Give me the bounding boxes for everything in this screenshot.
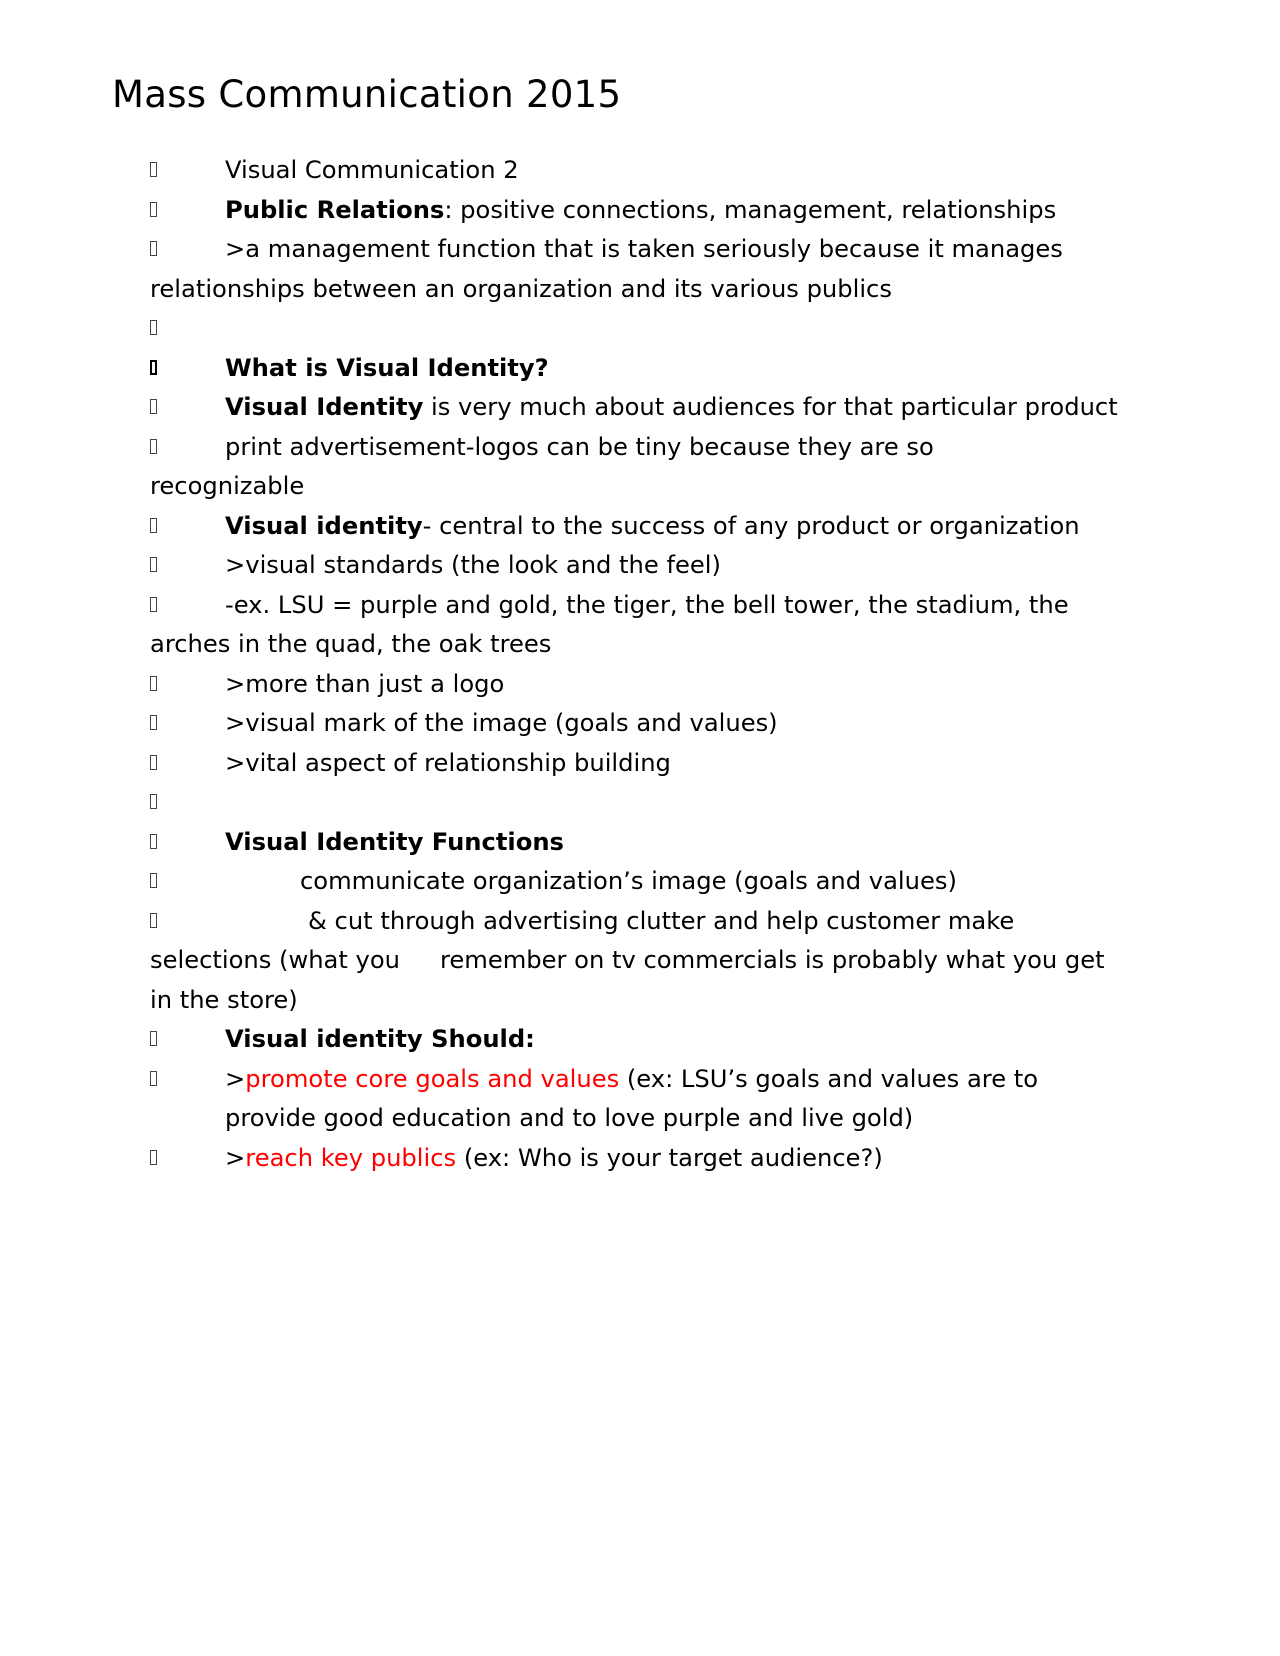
list-item: print advertisement-logos can be tiny because they are so recognizable xyxy=(150,432,934,500)
list-item: & cut through advertising clutter and help customer make selections (what you remember on tv commercials is probably what you get in the store) xyxy=(150,906,1105,1014)
square-bullet-icon xyxy=(150,320,157,335)
square-bullet-icon xyxy=(150,913,157,928)
list-item: >visual standards (the look and the feel) xyxy=(150,546,1125,586)
square-bullet-icon xyxy=(150,202,157,217)
list-item: Visual Identity is very much about audiences for that particular product xyxy=(150,388,1125,428)
square-bullet-icon xyxy=(150,241,157,256)
list-item-empty xyxy=(150,783,1125,823)
list-item: >a management function that is taken seriously because it manages relationships between an organization and its various publics xyxy=(150,235,1063,303)
square-bullet-icon xyxy=(150,1031,157,1046)
list-item: >reach key publics (ex: Who is your target audience?) xyxy=(150,1139,1125,1179)
list-item: >visual mark of the image (goals and values) xyxy=(150,704,1125,744)
list-item: >vital aspect of relationship building xyxy=(150,744,1125,784)
list-item: Visual Communication 2 xyxy=(150,151,1125,191)
list-item: Visual Identity Functions xyxy=(150,823,1125,863)
square-bullet-icon xyxy=(150,676,157,691)
square-bullet-icon xyxy=(150,755,157,770)
square-bullet-icon xyxy=(150,834,157,849)
list-item: >more than just a logo xyxy=(150,665,1125,705)
list-item: What is Visual Identity? xyxy=(150,349,1125,389)
list-item: Public Relations: positive connections, management, relationships xyxy=(150,191,1125,231)
square-bullet-icon xyxy=(150,162,157,177)
square-bullet-icon xyxy=(150,597,157,612)
list-item: Visual identity Should: xyxy=(150,1020,1125,1060)
notes-body xyxy=(150,151,1125,1178)
square-bullet-icon xyxy=(150,1150,157,1165)
square-bullet-icon xyxy=(150,399,157,414)
square-bullet-icon xyxy=(150,715,157,730)
list-item: Visual identity- central to the success of any product or organization xyxy=(150,507,1125,547)
page-title: Mass Communication 2015 xyxy=(112,73,622,116)
list-item: communicate organization’s image (goals and values) xyxy=(150,862,1125,902)
list-item-empty xyxy=(150,309,1125,349)
list-item: -ex. LSU = purple and gold, the tiger, the bell tower, the stadium, the arches in the quad, the oak trees xyxy=(150,590,1069,658)
square-bullet-icon xyxy=(150,439,157,454)
square-bullet-icon xyxy=(150,518,157,533)
square-bullet-icon xyxy=(150,794,157,809)
square-bullet-icon xyxy=(150,1071,157,1086)
square-bullet-icon xyxy=(150,360,157,375)
list-item: >promote core goals and values (ex: LSU’s goals and values are to provide good education and to love purple and live gold) xyxy=(150,1060,1125,1139)
square-bullet-icon xyxy=(150,873,157,888)
square-bullet-icon xyxy=(150,557,157,572)
